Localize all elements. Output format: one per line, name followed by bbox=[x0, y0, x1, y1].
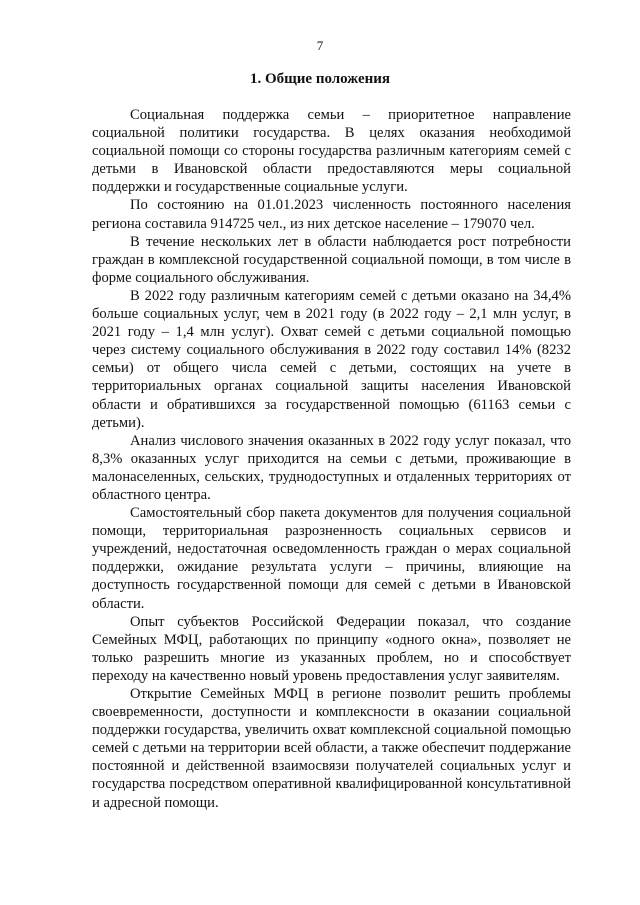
section-title: 1. Общие положения bbox=[249, 71, 391, 87]
paragraph-family-mfc-opening: Открытие Семейных МФЦ в регионе позволит решить проблемы своевременности, доступности и комплексности в оказании социальной поддержки государства, увеличить охват комплексной социальной помощью семей с детьми на территории всей области, а также обеспечит поддержание постоянной и действенной взаимосвязи получателей социальных услуг и государства посредством оперативной квалифицированной консультативной и адресной помощи. bbox=[92, 686, 571, 811]
paragraph-social-support-priority: Социальная поддержка семьи – приоритетное направление социальной политики государства. В целях оказания необходимой социальной помощи со стороны государства различным категориям семей с детьми в Ивановской области предоставляются меры социальной поддержки и государственные социальные услуги. bbox=[92, 107, 571, 196]
paragraph-population-stats: По состоянию на 01.01.2023 численность постоянного населения региона составила 914725 чел., из них детское население – 179070 чел. bbox=[92, 197, 571, 232]
paragraph-services-2022: В 2022 году различным категориям семей с детьми оказано на 34,4% больше социальных услуг, чем в 2021 году (в 2022 году – 2,1 млн услуг, в 2021 году – 1,4 млн услуг). Охват семей с детьми социальной помощью через систему социального обслуживания в 2022 году составил 14% (8232 семьи) от общего числа семей с детьми, состоящих на учете в территориальных органах социальной защиты населения Ивановской области и обратившихся за государственной помощью (61163 семьи с детьми). bbox=[92, 287, 571, 431]
section-body bbox=[92, 106, 571, 812]
page-number: 7 bbox=[316, 38, 324, 53]
paragraph-access-barriers: Самостоятельный сбор пакета документов для получения социальной помощи, территориальная разрозненность социальных сервисов и учреждений, недостаточная осведомленность граждан о мерах социальной поддержки, ожидание результата услуги – причины, влияющие на доступность государственной помощи для семей с детьми в Ивановской области. bbox=[92, 505, 571, 612]
paragraph-demand-growth: В течение нескольких лет в области наблюдается рост потребности граждан в комплексной государственной социальной помощи, в том числе в форме социального обслуживания. bbox=[92, 233, 571, 286]
paragraph-rural-analysis: Анализ числового значения оказанных в 2022 году услуг показал, что 8,3% оказанных услуг приходится на семьи с детьми, проживающие в малонаселенных, сельских, труднодоступных и отдаленных территориях от областного центра. bbox=[92, 432, 571, 503]
paragraph-federal-experience: Опыт субъектов Российской Федерации показал, что создание Семейных МФЦ, работающих по принципу «одного окна», позволяет не только разрешить многие из указанных проблем, но и способствует переходу на качественно новый уровень предоставления услуг заявителям. bbox=[92, 613, 571, 684]
